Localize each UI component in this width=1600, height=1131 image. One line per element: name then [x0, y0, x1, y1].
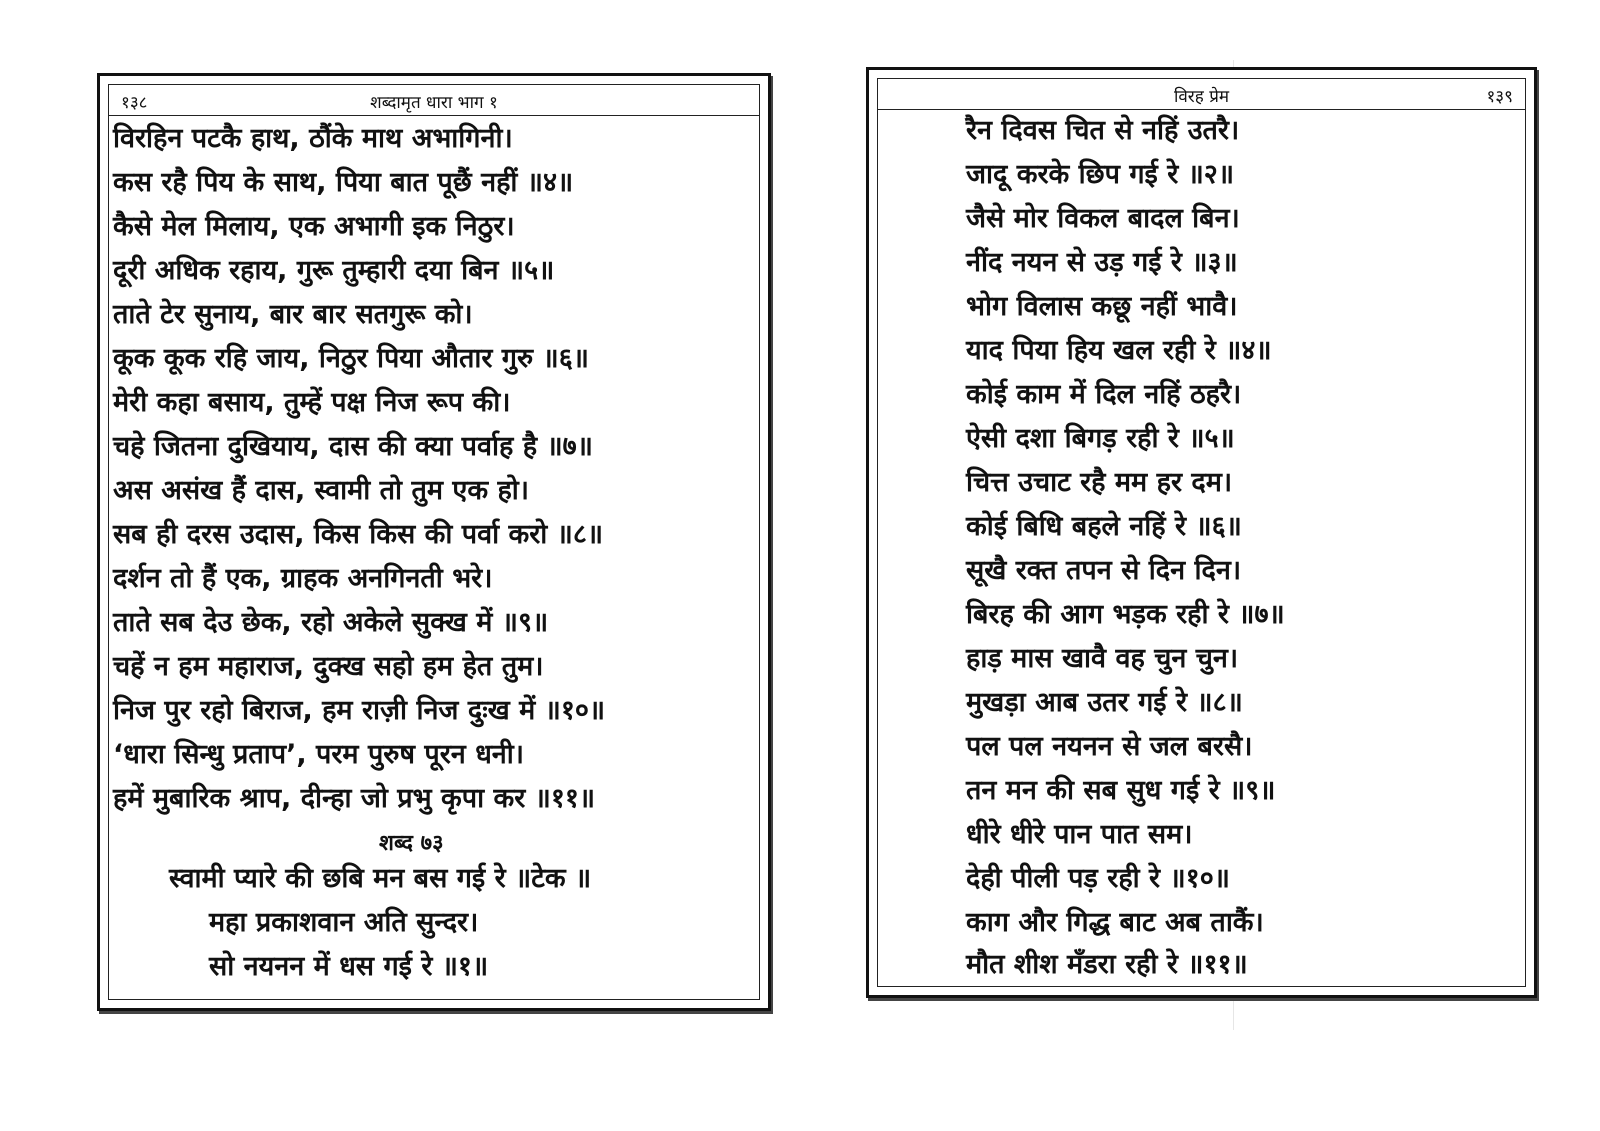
- right-page-header: [878, 79, 1525, 110]
- right-page-number: १३९: [1486, 87, 1513, 107]
- verse-line: धीरे धीरे पान पात सम।: [966, 819, 1193, 850]
- verse-line: काग और गिद्ध बाट अब ताकैं।: [966, 907, 1264, 938]
- verse-line: अस असंख हैं दास, स्वामी तो तुम एक हो।: [113, 475, 530, 506]
- shabd-line: महा प्रकाशवान अति सुन्दर।: [209, 907, 479, 938]
- left-page: [97, 73, 771, 1011]
- verse-line: ऐसी दशा बिगड़ रही रे ॥५॥: [966, 423, 1235, 454]
- right-page-frame: [877, 78, 1526, 987]
- verse-line: ताते सब देउ छेक, रहो अकेले सुक्ख में ॥९॥: [113, 607, 549, 638]
- verse-line: निज पुर रहो बिराज, हम राज़ी निज दुःख में ॥१०॥: [113, 695, 606, 726]
- verse-line: हाड़ मास खावै वह चुन चुन।: [966, 643, 1239, 674]
- verse-line: याद पिया हिय खल रही रे ॥४॥: [966, 335, 1272, 366]
- verse-line: रैन दिवस चित से नहिं उतरै।: [966, 115, 1240, 146]
- shabd-line: सो नयनन में धस गई रे ॥१॥: [209, 951, 489, 982]
- verse-line: ताते टेर सुनाय, बार बार सतगुरू को।: [113, 299, 473, 330]
- verse-line: ‘धारा सिन्धु प्रताप’, परम पुरुष पूरन धनी।: [113, 739, 525, 770]
- verse-line: चहें न हम महाराज, दुक्ख सहो हम हेत तुम।: [113, 651, 544, 682]
- left-header-title: शब्दामृत धारा भाग १: [370, 93, 498, 113]
- verse-line: देही पीली पड़ रही रे ॥१०॥: [966, 863, 1230, 894]
- verse-line: नींद नयन से उड़ गई रे ॥३॥: [966, 247, 1238, 278]
- verse-line: कस रहै पिय के साथ, पिया बात पूछैं नहीं ॥४॥: [113, 167, 574, 198]
- verse-line: जादू करके छिप गई रे ॥२॥: [966, 159, 1235, 190]
- right-page: [866, 67, 1537, 998]
- left-page-header: [109, 85, 759, 116]
- verse-line: कोई काम में दिल नहिं ठहरै।: [966, 379, 1242, 410]
- verse-line: भोग विलास कछू नहीं भावै।: [966, 291, 1238, 322]
- verse-line: हमें मुबारिक श्राप, दीन्हा जो प्रभु कृपा कर ॥११॥: [113, 783, 596, 814]
- left-page-number: १३८: [121, 93, 148, 113]
- verse-line: कैसे मेल मिलाय, एक अभागी इक निठुर।: [113, 211, 515, 242]
- shabd-heading: शब्द ७३: [379, 831, 444, 856]
- verse-line: मेरी कहा बसाय, तुम्हें पक्ष निज रूप की।: [113, 387, 511, 418]
- left-page-frame: [108, 84, 760, 1000]
- verse-line: दर्शन तो हैं एक, ग्राहक अनगिनती भरे।: [113, 563, 493, 594]
- verse-line: तन मन की सब सुध गई रे ॥९॥: [966, 775, 1276, 806]
- verse-line: मुखड़ा आब उतर गई रे ॥८॥: [966, 687, 1243, 718]
- right-header-title: विरह प्रेम: [1173, 87, 1230, 107]
- verse-line: सूखै रक्त तपन से दिन दिन।: [966, 555, 1242, 586]
- verse-line: चित्त उचाट रहै मम हर दम।: [966, 467, 1233, 498]
- verse-line: कोई बिधि बहले नहिं रे ॥६॥: [966, 511, 1242, 542]
- verse-line: बिरह की आग भड़क रही रे ॥७॥: [966, 599, 1285, 630]
- verse-line: सब ही दरस उदास, किस किस की पर्वा करो ॥८॥: [113, 519, 604, 550]
- verse-line: मौत शीश मँडरा रही रे ॥११॥: [966, 949, 1248, 980]
- verse-line: चहे जितना दुखियाय, दास की क्या पर्वाह है ॥७॥: [113, 431, 593, 462]
- verse-line: जैसे मोर विकल बादल बिन।: [966, 203, 1240, 234]
- verse-line: विरहिन पटकै हाथ, ठौंके माथ अभागिनी।: [113, 123, 513, 154]
- shabd-line: स्वामी प्यारे की छबि मन बस गई रे ॥टेक ॥: [169, 863, 592, 894]
- verse-line: पल पल नयनन से जल बरसै।: [966, 731, 1253, 762]
- verse-line: दूरी अधिक रहाय, गुरू तुम्हारी दया बिन ॥५॥: [113, 255, 555, 286]
- verse-line: कूक कूक रहि जाय, निठुर पिया औतार गुरु ॥६॥: [113, 343, 589, 374]
